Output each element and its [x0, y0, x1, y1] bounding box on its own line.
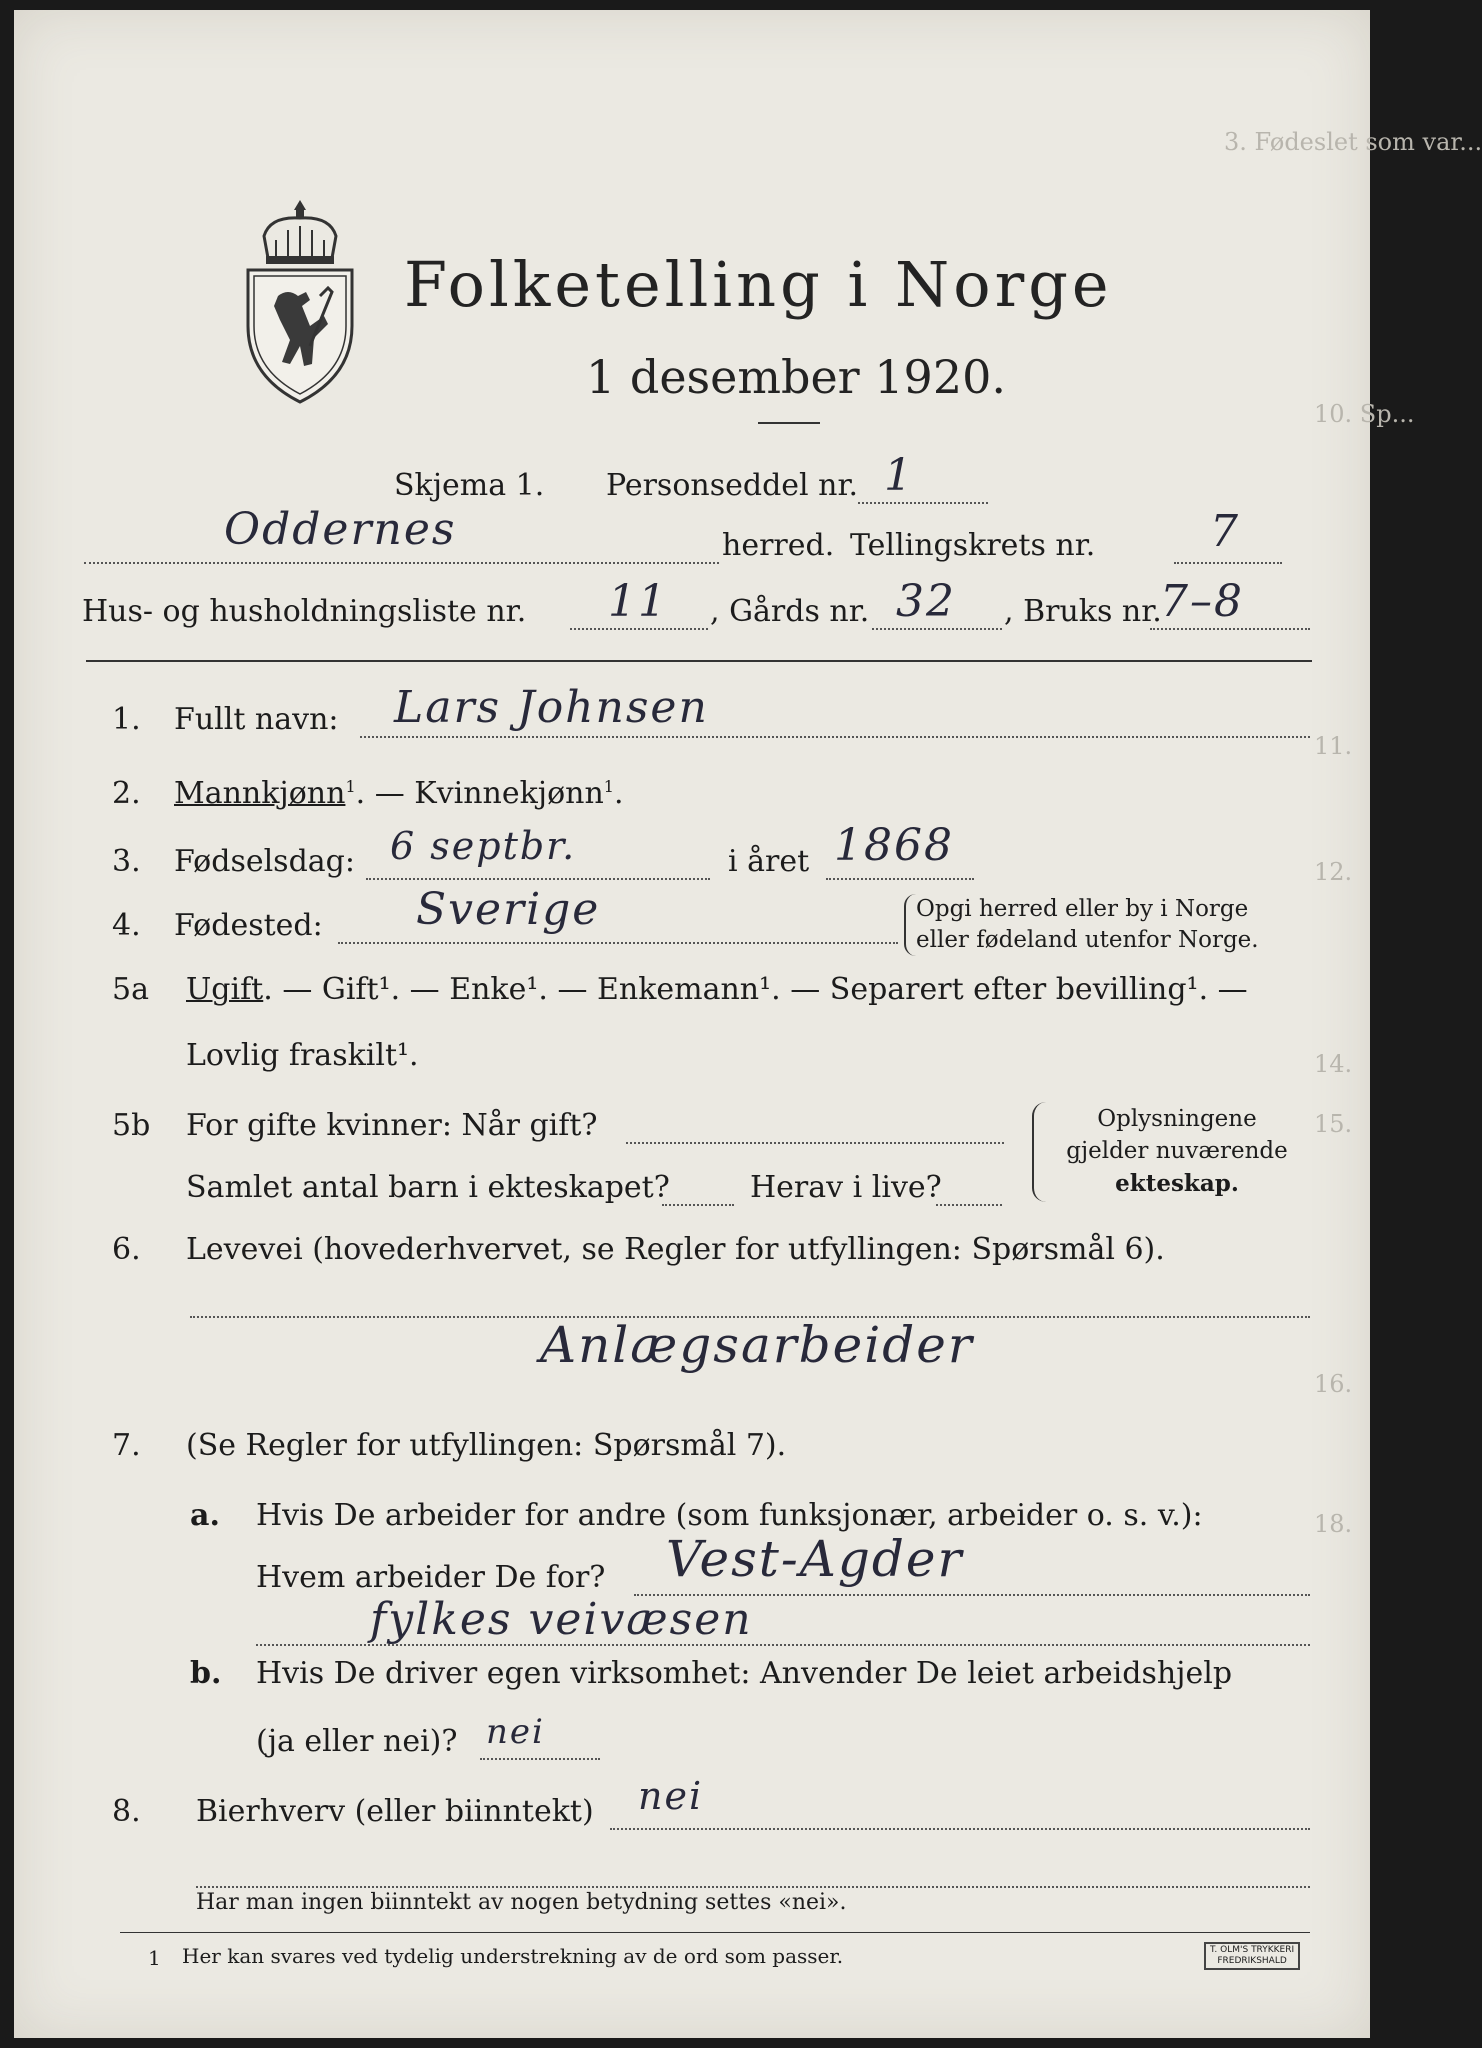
q7-number: 7.: [112, 1428, 141, 1463]
employer-value-2: fylkes veivæsen: [370, 1594, 753, 1645]
hired-help-value: nei: [486, 1712, 545, 1752]
section-divider: [86, 660, 1312, 662]
sex-options: Mannkjønn$^1$. — Kvinnekjønn$^1$.: [174, 776, 624, 811]
form-title: Folketelling i Norge: [404, 248, 1113, 321]
q5b-number: 5b: [112, 1108, 151, 1143]
q3-number: 3.: [112, 844, 141, 879]
marriage-note-1: Oplysningene: [1097, 1106, 1257, 1132]
year-label: i året: [728, 844, 810, 879]
q7a-letter: a.: [190, 1498, 220, 1533]
personseddel-label: Personseddel nr.: [606, 468, 859, 503]
bleed-text: 14.: [1314, 1050, 1353, 1078]
bleed-text: 16.: [1314, 1370, 1353, 1398]
hus-label: Hus- og husholdningsliste nr.: [82, 594, 527, 629]
herred-value: Oddernes: [224, 504, 457, 555]
q8-number: 8.: [112, 1794, 141, 1829]
marital-status-options: Ugift. — Gift¹. — Enke¹. — Enkemann¹. — Separert efter bevilling¹. —: [186, 972, 1248, 1007]
bleed-text: 10. Sp...: [1314, 400, 1415, 428]
bleed-text: 18.: [1314, 1510, 1353, 1538]
q2-number: 2.: [112, 776, 141, 811]
marriage-note-3: ekteskap.: [1115, 1170, 1239, 1197]
tellingskrets-label: Tellingskrets nr.: [850, 528, 1096, 563]
bleed-text: 11.: [1314, 732, 1353, 760]
herred-label: herred.: [722, 528, 835, 563]
q7b-label: Hvis De driver egen virksomhet: Anvender De leiet arbeidshjelp: [256, 1656, 1233, 1691]
census-form-page: [14, 10, 1482, 2038]
q4-label: Fødested:: [174, 908, 323, 943]
q1-label: Fullt navn:: [174, 702, 339, 737]
male-option-underlined: Mannkjønn: [174, 776, 346, 811]
printer-stamp: T. OLM'S TRYKKERI FREDRIKSHALD: [1204, 1942, 1300, 1970]
marriage-note-2: gjelder nuværende: [1066, 1138, 1288, 1164]
birthplace-note-2: eller fødeland utenfor Norge.: [916, 927, 1259, 953]
norwegian-coat-of-arms-icon: [240, 196, 360, 406]
q5a-number: 5a: [112, 972, 149, 1007]
side-income-label: Bierhverv (eller biinntekt): [196, 1794, 594, 1829]
q3-label: Fødselsdag:: [174, 844, 355, 879]
gards-value: 32: [896, 576, 956, 627]
bruks-value: 7–8: [1160, 576, 1244, 627]
q7b-letter: b.: [190, 1656, 222, 1691]
q7-label: (Se Regler for utfyllingen: Spørsmål 7).: [186, 1428, 787, 1463]
employer-label: Hvem arbeider De for?: [256, 1560, 606, 1595]
birth-date-value: 6 septbr.: [390, 824, 577, 868]
marital-status-line2: Lovlig fraskilt¹.: [186, 1038, 419, 1073]
side-income-note: Har man ingen biinntekt av nogen betydning settes «nei».: [196, 1890, 847, 1915]
bleed-text: 3. Fødeslet som var...: [1224, 128, 1482, 156]
employer-value-1: Vest-Agder: [666, 1530, 964, 1588]
unmarried-option-underlined: Ugift: [186, 972, 264, 1007]
q6-number: 6.: [112, 1232, 141, 1267]
birthplace-note-1: Opgi herred eller by i Norge: [916, 896, 1249, 922]
occupation-label: Levevei (hovederhvervet, se Regler for utfyllingen: Spørsmål 6).: [186, 1232, 1165, 1267]
gards-label: , Gårds nr.: [710, 594, 870, 629]
tellingskrets-value: 7: [1210, 506, 1240, 557]
footnote-mark: 1: [148, 1946, 161, 1970]
form-date: 1 desember 1920.: [586, 350, 1006, 404]
children-count-label: Samlet antal barn i ekteskapet?: [186, 1170, 670, 1205]
q1-number: 1.: [112, 702, 141, 737]
bleed-text: 12.: [1314, 858, 1353, 886]
side-income-value: nei: [638, 1774, 704, 1818]
title-divider: [758, 422, 820, 424]
birth-year-value: 1868: [834, 820, 954, 871]
married-when-label: For gifte kvinner: Når gift?: [186, 1108, 598, 1143]
personseddel-value: 1: [884, 450, 914, 501]
children-alive-label: Herav i live?: [750, 1170, 942, 1205]
bruks-label: , Bruks nr.: [1004, 594, 1162, 629]
birthplace-value: Sverige: [416, 884, 601, 935]
occupation-value: Anlægsarbeider: [540, 1316, 974, 1374]
q4-number: 4.: [112, 908, 141, 943]
female-option: Kvinnekjønn: [414, 776, 604, 811]
full-name-value: Lars Johnsen: [394, 682, 709, 733]
footnote-text: Her kan svares ved tydelig understrekning av de ord som passer.: [182, 1944, 844, 1968]
footnote-divider: [120, 1932, 1310, 1933]
q7a-label: Hvis De arbeider for andre (som funksjonær, arbeider o. s. v.):: [256, 1498, 1203, 1533]
hired-help-question: (ja eller nei)?: [256, 1724, 458, 1759]
hus-value: 11: [608, 576, 668, 627]
schema-label: Skjema 1.: [394, 468, 545, 503]
bleed-text: 15.: [1314, 1110, 1353, 1138]
